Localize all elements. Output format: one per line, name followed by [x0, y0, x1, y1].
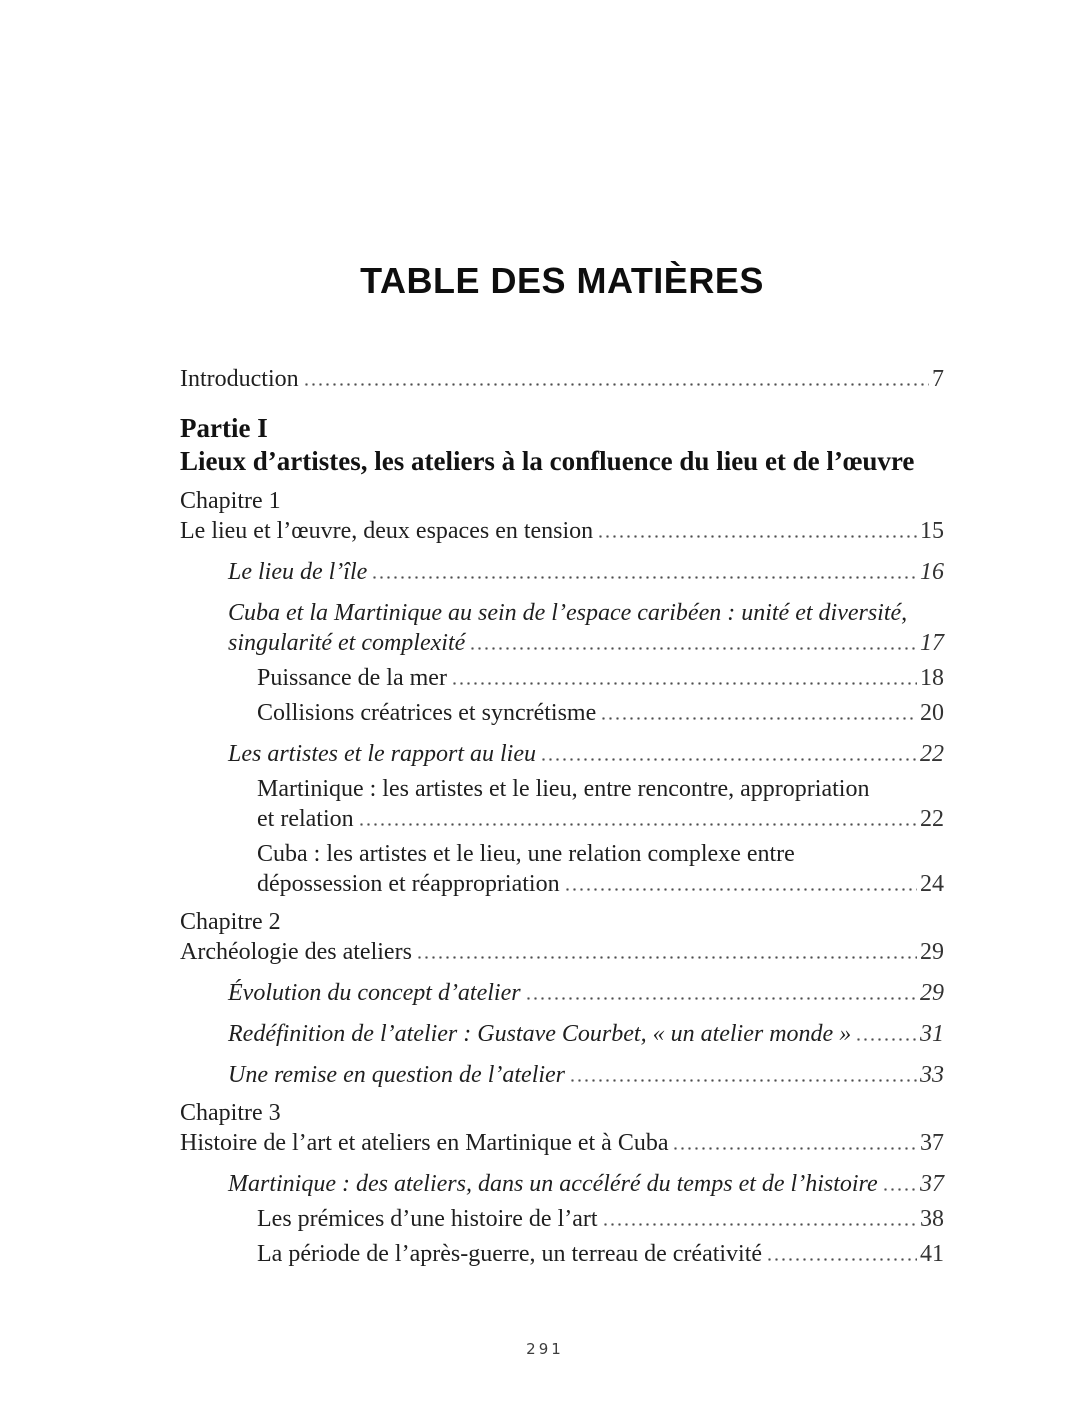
dot-leader [599, 535, 917, 538]
toc-subentry-martinique-ateliers-accelere [180, 1169, 944, 1199]
entry-line-2-row [257, 869, 944, 899]
entry-label: Les artistes et le rapport au lieu [228, 741, 536, 767]
entry-label: Les prémices d’une histoire de l’art [257, 1206, 598, 1232]
page-title: TABLE DES MATIÈRES [360, 260, 764, 301]
chapter-title: Archéologie des ateliers [180, 939, 412, 965]
chapter-title: Le lieu et l’œuvre, deux espaces en tension [180, 518, 594, 544]
part-label: Partie I [180, 413, 268, 443]
dot-leader [471, 647, 917, 650]
dot-leader [602, 717, 917, 720]
dot-leader [604, 1223, 917, 1226]
dot-leader [674, 1147, 917, 1150]
entry-page-number: 17 [920, 630, 944, 656]
entry-line-2-row [228, 628, 944, 658]
entry-line-2-row [257, 804, 944, 834]
toc-subentry-redefinition-atelier-courbet [180, 1019, 944, 1049]
dot-leader [527, 997, 917, 1000]
dot-leader [768, 1258, 917, 1261]
chapter-label: Chapitre 3 [180, 1100, 281, 1126]
entry-line-1: Cuba : les artistes et le lieu, une relation complexe entre [257, 841, 795, 867]
toc-subsubentry-collisions-creatrices [180, 698, 944, 728]
toc-content [180, 262, 944, 1269]
toc-chapter-3 [180, 1098, 944, 1158]
toc-part-1-heading [180, 412, 944, 478]
entry-label: Introduction [180, 366, 299, 392]
dot-leader [373, 576, 917, 579]
entry-page-number: 16 [920, 559, 944, 585]
toc-chapter-1 [180, 486, 944, 546]
chapter-title: Histoire de l’art et ateliers en Martinique et à Cuba [180, 1130, 669, 1156]
chapter-title-row [180, 516, 944, 546]
entry-label: Le lieu de l’île [228, 559, 368, 585]
toc-chapter-2 [180, 907, 944, 967]
dot-leader [571, 1079, 917, 1082]
toc-entry-introduction [180, 364, 944, 394]
entry-page-number: 29 [920, 939, 944, 965]
entry-page-number: 20 [920, 700, 944, 726]
toc-subentry-cuba-martinique [180, 598, 944, 658]
toc-subsubentry-periode-apres-guerre [180, 1239, 944, 1269]
entry-page-number: 33 [920, 1062, 944, 1088]
entry-page-number: 38 [920, 1206, 944, 1232]
entry-page-number: 7 [932, 366, 944, 392]
entry-page-number: 31 [920, 1021, 944, 1047]
entry-line-1: Martinique : les artistes et le lieu, entre rencontre, appropriation [257, 776, 870, 802]
entry-page-number: 22 [920, 741, 944, 767]
folio-page-number: 291 [526, 1340, 564, 1358]
dot-leader [884, 1188, 917, 1191]
entry-line-2: dépossession et réappropriation [257, 871, 560, 897]
toc-subentry-evolution-concept-atelier [180, 978, 944, 1008]
entry-page-number: 22 [920, 806, 944, 832]
dot-leader [360, 823, 917, 826]
dot-leader [453, 682, 917, 685]
toc-subsubentry-martinique-artistes [180, 774, 944, 834]
toc-subsubentry-premices-histoire-art [180, 1204, 944, 1234]
entry-page-number: 24 [920, 871, 944, 897]
entry-label: Une remise en question de l’atelier [228, 1062, 566, 1088]
toc-subentry-le-lieu-de-l-ile [180, 557, 944, 587]
entry-line-2: et relation [257, 806, 354, 832]
chapter-title-row [180, 937, 944, 967]
entry-page-number: 18 [920, 665, 944, 691]
entry-page-number: 37 [920, 1130, 944, 1156]
toc-subsubentry-cuba-artistes [180, 839, 944, 899]
entry-line-1: Cuba et la Martinique au sein de l’espace caribéen : unité et diversité, [228, 600, 908, 626]
toc-subentry-les-artistes-rapport-lieu [180, 739, 944, 769]
entry-label: Redéfinition de l’atelier : Gustave Courbet, « un atelier monde » [228, 1021, 852, 1047]
toc-subsubentry-puissance-de-la-mer [180, 663, 944, 693]
entry-label: La période de l’après-guerre, un terreau de créativité [257, 1241, 763, 1267]
chapter-label: Chapitre 2 [180, 909, 281, 935]
dot-leader [542, 758, 917, 761]
dot-leader [418, 956, 917, 959]
entry-page-number: 29 [920, 980, 944, 1006]
dot-leader [857, 1038, 917, 1041]
entry-page-number: 37 [920, 1171, 944, 1197]
chapter-label: Chapitre 1 [180, 488, 281, 514]
part-title: Lieux d’artistes, les ateliers à la confluence du lieu et de l’œuvre [180, 446, 915, 476]
dot-leader [305, 383, 929, 386]
entry-page-number: 15 [920, 518, 944, 544]
entry-label: Évolution du concept d’atelier [228, 980, 521, 1006]
chapter-title-row [180, 1128, 944, 1158]
entry-page-number: 41 [920, 1241, 944, 1267]
entry-label: Collisions créatrices et syncrétisme [257, 700, 597, 726]
toc-subentry-remise-en-question-atelier [180, 1060, 944, 1090]
dot-leader [566, 888, 917, 891]
entry-line-2: singularité et complexité [228, 630, 466, 656]
entry-label: Puissance de la mer [257, 665, 447, 691]
entry-label: Martinique : des ateliers, dans un accéléré du temps et de l’histoire [228, 1171, 878, 1197]
